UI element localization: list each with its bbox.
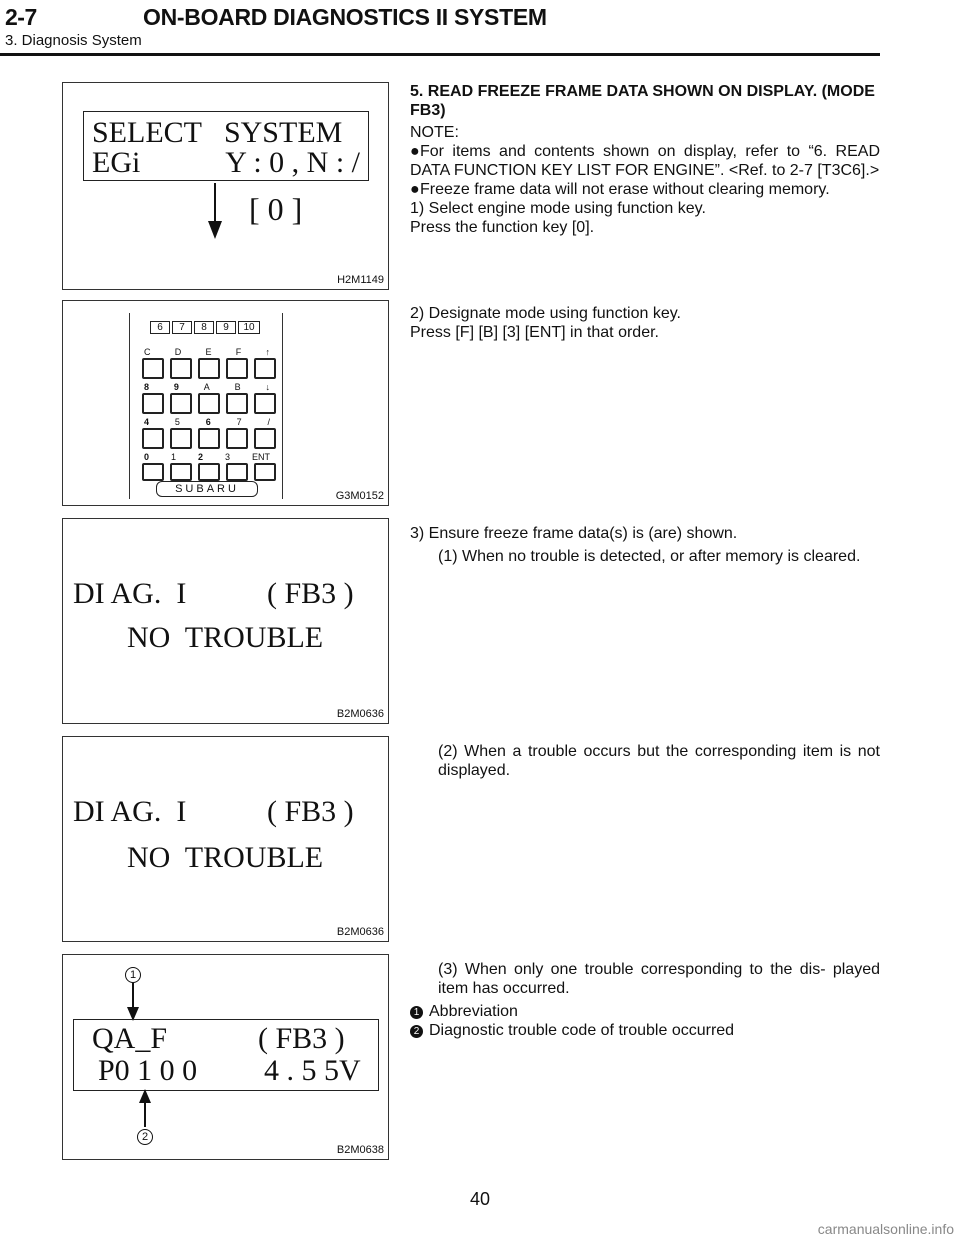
key-label-f: F xyxy=(235,347,242,357)
figure-select-system xyxy=(62,82,389,290)
key-label-0: 0 xyxy=(144,452,150,462)
display-line-2-right: 4 . 5 5V xyxy=(264,1054,361,1087)
keypad-button xyxy=(198,358,220,379)
keypad-button xyxy=(198,393,220,414)
display-line-1-left: DI AG. I xyxy=(73,577,187,610)
display-line-1-left: QA_F xyxy=(92,1022,168,1055)
keypad-button xyxy=(170,393,192,414)
key-label-5: 5 xyxy=(174,417,180,427)
key-label-e: E xyxy=(205,347,212,357)
display-line-1-right: ( FB3 ) xyxy=(267,577,354,610)
figure-no-trouble-2 xyxy=(62,736,389,942)
page-number: 40 xyxy=(469,1189,491,1209)
top-key-row xyxy=(150,321,260,334)
figure-keypad xyxy=(62,300,389,506)
display-screen xyxy=(83,111,369,181)
case-3-block xyxy=(410,960,880,1040)
display-line-1: SELECT SYSTEM xyxy=(92,116,343,149)
figure-id: G3M0152 xyxy=(335,490,384,502)
function-key-label: [ 0 ] xyxy=(249,191,303,227)
key-label-6: 6 xyxy=(205,417,211,427)
legend-item-1: 1 Abbreviation xyxy=(410,1002,880,1021)
key-label-1: 1 xyxy=(171,452,177,462)
key-label-4: 4 xyxy=(144,417,150,427)
legend-1-number: 1 xyxy=(410,1006,423,1019)
step-3-block xyxy=(410,524,880,566)
down-arrow-icon xyxy=(203,183,233,243)
callout-2: 2 xyxy=(137,1129,153,1145)
watermark: carmanualsonline.info xyxy=(817,1221,954,1237)
keypad-buttons-row-3 xyxy=(142,428,276,449)
keypad-buttons-row-4 xyxy=(142,463,276,481)
step-2-line-2: Press [F] [B] [3] [ENT] in that order. xyxy=(410,324,659,341)
keypad-button xyxy=(142,463,164,481)
display-line-2-right: Y : 0 , N : / xyxy=(225,146,360,179)
case-2-block xyxy=(410,742,880,780)
callout-1-arrow-icon xyxy=(125,983,145,1023)
display-line-2-left: EGi xyxy=(92,146,141,179)
keypad-button xyxy=(170,428,192,449)
key-label-up: ↑ xyxy=(265,347,270,357)
case-1-text: (1) When no trouble is detected, or after memory is cleared. xyxy=(438,548,861,565)
figure-id: B2M0636 xyxy=(336,708,384,720)
key-label-3: 3 xyxy=(225,452,231,462)
step-5-block xyxy=(410,82,880,237)
section-title: ON-BOARD DIAGNOSTICS II SYSTEM xyxy=(143,4,547,30)
figure-no-trouble-1 xyxy=(62,518,389,724)
key-label-7: 7 xyxy=(236,417,242,427)
figure-id: B2M0636 xyxy=(336,926,384,938)
note-label: NOTE: xyxy=(410,124,459,141)
key-label-8: 8 xyxy=(144,382,150,392)
key-label-c: C xyxy=(144,347,151,357)
keypad-button xyxy=(226,393,248,414)
key-label-slash: / xyxy=(267,417,270,427)
key-label-d: D xyxy=(174,347,182,357)
keypad-button xyxy=(198,428,220,449)
keypad-buttons-row-2 xyxy=(142,393,276,414)
subsection-title: 3. Diagnosis System xyxy=(5,32,142,49)
keypad-button xyxy=(142,428,164,449)
case-2-text: (2) When a trouble occurs but the corresponding item is not displayed. xyxy=(438,743,880,779)
key-8: 8 xyxy=(194,321,214,334)
keypad-labels-row-3 xyxy=(144,417,270,427)
legend-2-number: 2 xyxy=(410,1025,423,1038)
note-item-1: ●For items and contents shown on display, refer to “6. READ DATA FUNCTION KEY LIST FOR ENGINE”. <Ref. to 2-7 [T3C6].> xyxy=(410,143,880,179)
key-label-down: ↓ xyxy=(265,382,270,392)
keypad-button xyxy=(226,358,248,379)
figure-trouble-code xyxy=(62,954,389,1160)
page-header xyxy=(0,0,960,58)
callout-2-arrow-icon xyxy=(137,1089,157,1129)
display-line-1-right: ( FB3 ) xyxy=(258,1022,345,1055)
keypad-labels-row-4 xyxy=(144,452,270,462)
key-9: 9 xyxy=(216,321,236,334)
key-7: 7 xyxy=(172,321,192,334)
keypad-labels-row-1 xyxy=(144,347,270,357)
case-3-text: (3) When only one trouble corresponding to the dis- played item has occurred. xyxy=(438,961,880,997)
step-2-line-1: 2) Designate mode using function key. xyxy=(410,305,681,322)
display-screen xyxy=(73,1019,379,1091)
keypad-button xyxy=(142,358,164,379)
keypad-button xyxy=(226,463,248,481)
key-label-2: 2 xyxy=(198,452,204,462)
display-line-1-right: ( FB3 ) xyxy=(267,795,354,828)
brand-plate: SUBARU xyxy=(156,481,258,497)
keypad-button xyxy=(170,463,192,481)
key-label-9: 9 xyxy=(173,382,179,392)
step-1-line-1: 1) Select engine mode using function key. xyxy=(410,200,706,217)
note-item-2: ●Freeze frame data will not erase without clearing memory. xyxy=(410,181,830,198)
keypad-labels-row-2 xyxy=(144,382,270,392)
display-line-2-left: P0 1 0 0 xyxy=(98,1054,198,1087)
step-5-heading: 5. READ FREEZE FRAME DATA SHOWN ON DISPLAY. (MODE FB3) xyxy=(410,83,875,119)
keypad-button xyxy=(142,393,164,414)
legend-item-2: 2 Diagnostic trouble code of trouble occurred xyxy=(410,1021,880,1040)
keypad-button xyxy=(254,463,276,481)
keypad-button xyxy=(226,428,248,449)
display-line-2: NO TROUBLE xyxy=(127,841,324,874)
keypad-buttons-row-1 xyxy=(142,358,276,379)
key-label-a: A xyxy=(203,382,210,392)
keypad-button xyxy=(254,428,276,449)
keypad-button xyxy=(170,358,192,379)
step-1-line-2: Press the function key [0]. xyxy=(410,219,595,236)
display-line-1-left: DI AG. I xyxy=(73,795,187,828)
step-2-block xyxy=(410,304,880,342)
keypad-button xyxy=(254,358,276,379)
figure-id: H2M1149 xyxy=(337,274,384,286)
figure-id: B2M0638 xyxy=(336,1144,384,1156)
key-6: 6 xyxy=(150,321,170,334)
key-label-ent: ENT xyxy=(252,452,270,462)
key-label-b: B xyxy=(234,382,241,392)
keypad-button xyxy=(198,463,220,481)
keypad-body xyxy=(129,313,283,499)
header-rule xyxy=(0,53,880,56)
section-number: 2-7 xyxy=(5,4,37,30)
callout-1: 1 xyxy=(125,967,141,983)
key-10: 10 xyxy=(238,321,260,334)
display-line-2: NO TROUBLE xyxy=(127,621,324,654)
keypad-button xyxy=(254,393,276,414)
step-3-text: 3) Ensure freeze frame data(s) is (are) shown. xyxy=(410,525,738,542)
